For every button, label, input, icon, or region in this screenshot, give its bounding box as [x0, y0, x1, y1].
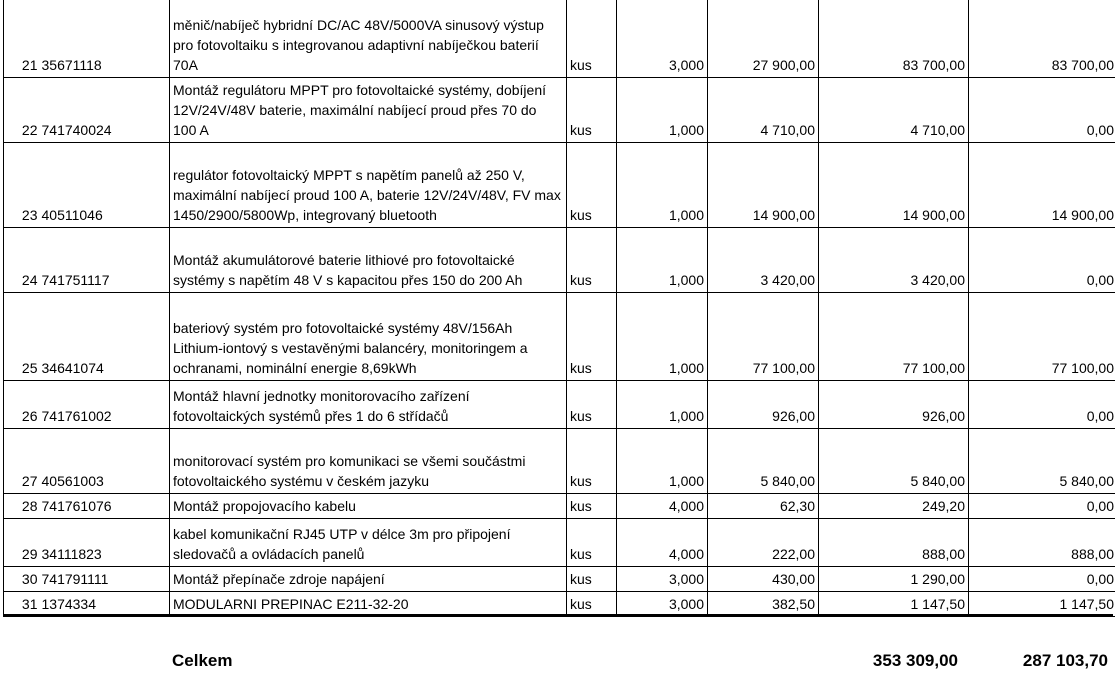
material-price: 0,00	[969, 78, 1115, 143]
unit-price: 382,50	[708, 592, 819, 617]
item-code: 1374334	[40, 592, 170, 617]
total-price: 14 900,00	[819, 143, 969, 228]
table-row	[4, 519, 1115, 567]
item-description: kabel komunikační RJ45 UTP v délce 3m pro připojení sledovačů a ovládacích panelů	[170, 519, 567, 567]
item-unit: kus	[567, 519, 617, 567]
total-price: 77 100,00	[819, 293, 969, 381]
item-quantity: 4,000	[617, 494, 708, 519]
row-number: 21	[4, 0, 40, 78]
item-unit: kus	[567, 429, 617, 494]
item-unit: kus	[567, 494, 617, 519]
row-number: 23	[4, 143, 40, 228]
item-quantity: 1,000	[617, 429, 708, 494]
item-unit: kus	[567, 293, 617, 381]
total-price: 3 420,00	[819, 228, 969, 293]
item-description: monitorovací systém pro komunikaci se všemi součástmi fotovoltaického systému v českém jazyku	[170, 429, 567, 494]
row-number: 31	[4, 592, 40, 617]
item-description: Montáž přepínače zdroje napájení	[170, 567, 567, 592]
item-code: 34111823	[40, 519, 170, 567]
row-number: 29	[4, 519, 40, 567]
total-label: Celkem	[172, 651, 233, 670]
item-description: Montáž hlavní jednotky monitorovacího zařízení fotovoltaických systémů přes 1 do 6 střídačů	[170, 381, 567, 429]
material-price: 888,00	[969, 519, 1115, 567]
total-price: 249,20	[819, 494, 969, 519]
item-quantity: 1,000	[617, 78, 708, 143]
item-quantity: 1,000	[617, 228, 708, 293]
table-row	[4, 293, 1115, 381]
row-number: 26	[4, 381, 40, 429]
unit-price: 77 100,00	[708, 293, 819, 381]
item-unit: kus	[567, 381, 617, 429]
material-price: 1 147,50	[969, 592, 1115, 617]
material-price: 0,00	[969, 228, 1115, 293]
item-quantity: 1,000	[617, 143, 708, 228]
unit-price: 926,00	[708, 381, 819, 429]
table-row	[4, 381, 1115, 429]
item-unit: kus	[567, 78, 617, 143]
row-number: 22	[4, 78, 40, 143]
item-quantity: 1,000	[617, 293, 708, 381]
item-unit: kus	[567, 592, 617, 617]
item-description: Montáž akumulátorové baterie lithiové pro fotovoltaické systémy s napětím 48 V s kapacitou přes 150 do 200 Ah	[170, 228, 567, 293]
table-row	[4, 592, 1115, 617]
table-bottom-border	[3, 614, 1113, 616]
item-quantity: 4,000	[617, 519, 708, 567]
material-price: 0,00	[969, 567, 1115, 592]
row-number: 30	[4, 567, 40, 592]
table-row	[4, 567, 1115, 592]
total-price: 5 840,00	[819, 429, 969, 494]
item-description: Montáž regulátoru MPPT pro fotovoltaické systémy, dobíjení 12V/24V/48V baterie, maximální nabíjecí proud přes 70 do 100 A	[170, 78, 567, 143]
table-row	[4, 494, 1115, 519]
item-unit: kus	[567, 228, 617, 293]
item-code: 741740024	[40, 78, 170, 143]
item-code: 40511046	[40, 143, 170, 228]
total-price: 1 147,50	[819, 592, 969, 617]
item-unit: kus	[567, 0, 617, 78]
item-quantity: 3,000	[617, 567, 708, 592]
table-row	[4, 78, 1115, 143]
table-row	[4, 0, 1115, 78]
table-row	[4, 143, 1115, 228]
item-unit: kus	[567, 143, 617, 228]
material-price: 0,00	[969, 494, 1115, 519]
unit-price: 5 840,00	[708, 429, 819, 494]
item-code: 741761076	[40, 494, 170, 519]
material-price: 5 840,00	[969, 429, 1115, 494]
unit-price: 14 900,00	[708, 143, 819, 228]
table-row	[4, 228, 1115, 293]
unit-price: 27 900,00	[708, 0, 819, 78]
item-code: 34641074	[40, 293, 170, 381]
material-price: 0,00	[969, 381, 1115, 429]
total-price: 4 710,00	[819, 78, 969, 143]
row-number: 24	[4, 228, 40, 293]
item-description: měnič/nabíječ hybridní DC/AC 48V/5000VA sinusový výstup pro fotovoltaiku s integrovanou adaptivní nabíječkou baterií 70A	[170, 0, 567, 78]
total-price: 926,00	[819, 381, 969, 429]
item-description: bateriový systém pro fotovoltaické systémy 48V/156Ah Lithium-iontový s vestavěnými balancéry, monitoringem a ochranami, nominální energie 8,69kWh	[170, 293, 567, 381]
unit-price: 430,00	[708, 567, 819, 592]
material-price: 77 100,00	[969, 293, 1115, 381]
row-number: 28	[4, 494, 40, 519]
item-unit: kus	[567, 567, 617, 592]
item-code: 741751117	[40, 228, 170, 293]
item-code: 741761002	[40, 381, 170, 429]
total-price: 888,00	[819, 519, 969, 567]
items-table	[3, 0, 1115, 617]
item-quantity: 3,000	[617, 592, 708, 617]
item-description: regulátor fotovoltaický MPPT s napětím panelů až 250 V, maximální nabíjecí proud 100 A, baterie 12V/24V/48V, FV max 1450/2900/5800Wp, integrovaný bluetooth	[170, 143, 567, 228]
unit-price: 222,00	[708, 519, 819, 567]
row-number: 25	[4, 293, 40, 381]
item-description: Montáž propojovacího kabelu	[170, 494, 567, 519]
material-price: 14 900,00	[969, 143, 1115, 228]
total-price: 1 290,00	[819, 567, 969, 592]
unit-price: 4 710,00	[708, 78, 819, 143]
item-quantity: 1,000	[617, 381, 708, 429]
total-price: 83 700,00	[819, 0, 969, 78]
item-code: 40561003	[40, 429, 170, 494]
grand-total: 353 309,00	[872, 651, 958, 670]
item-description: MODULARNI PREPINAC E211-32-20	[170, 592, 567, 617]
item-quantity: 3,000	[617, 0, 708, 78]
unit-price: 3 420,00	[708, 228, 819, 293]
item-code: 35671118	[40, 0, 170, 78]
unit-price: 62,30	[708, 494, 819, 519]
row-number: 27	[4, 429, 40, 494]
material-total: 287 103,70	[1022, 651, 1108, 670]
table-row	[4, 429, 1115, 494]
material-price: 83 700,00	[969, 0, 1115, 78]
item-code: 741791111	[40, 567, 170, 592]
